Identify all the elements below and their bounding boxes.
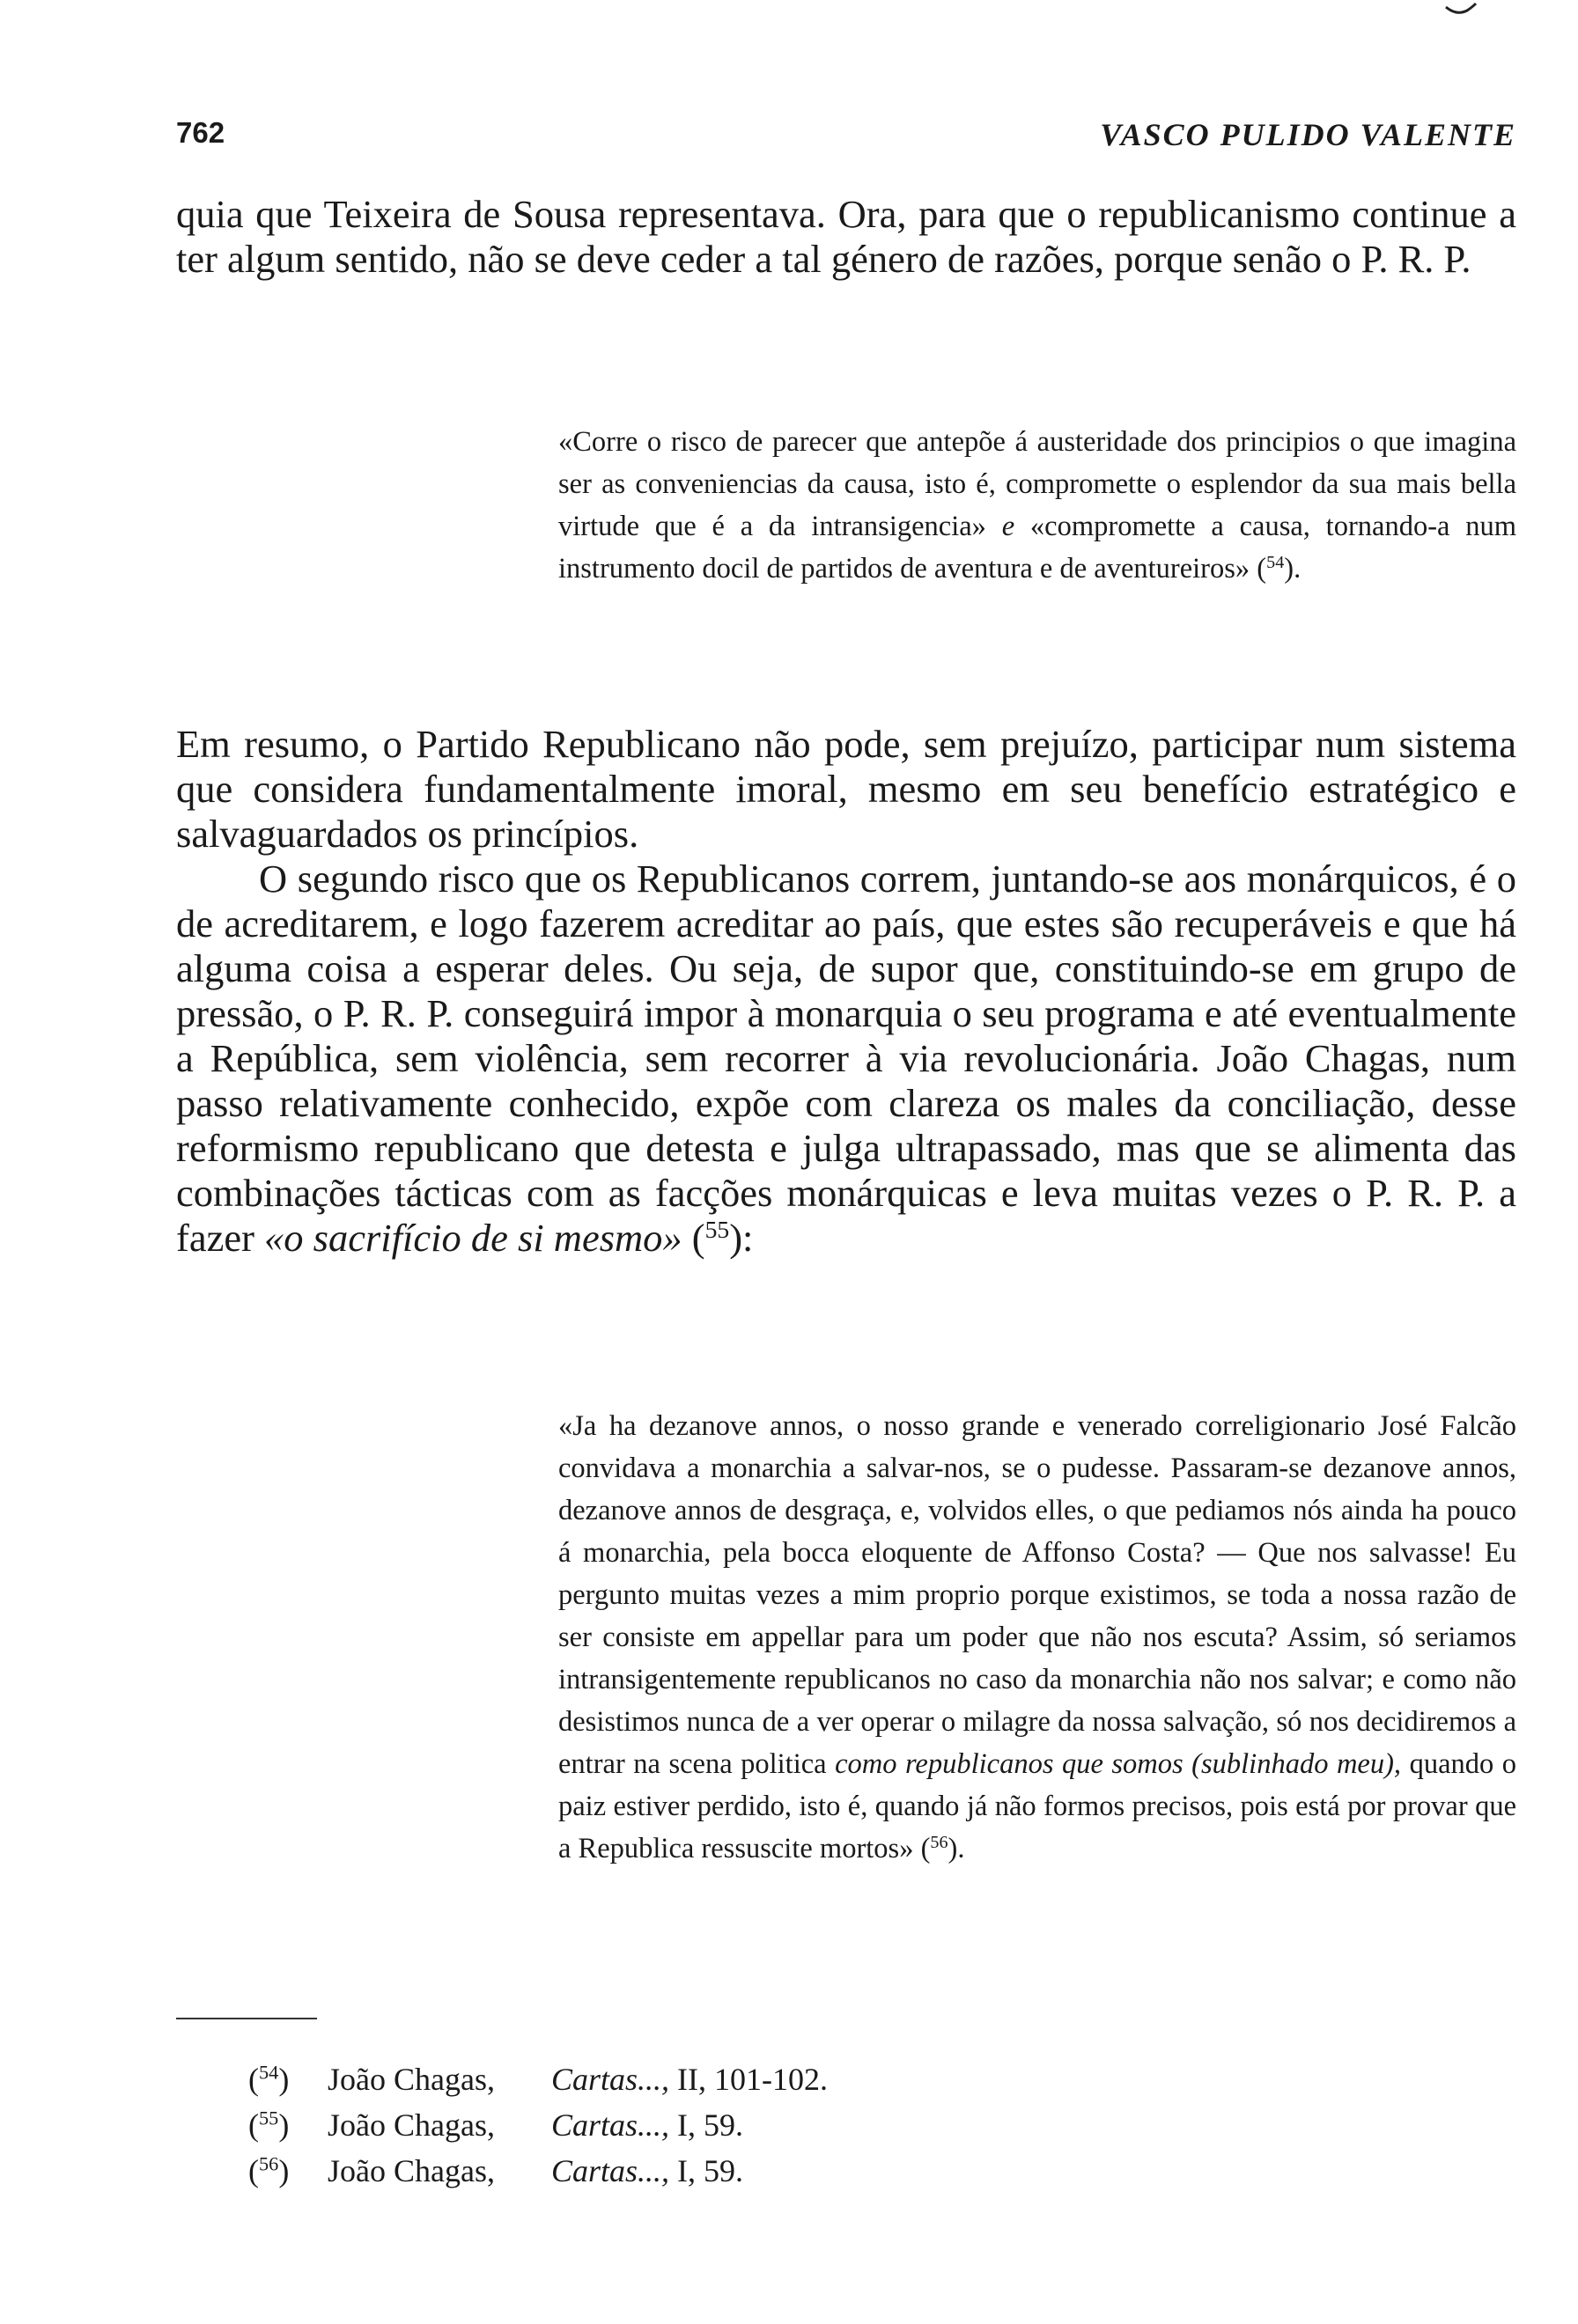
footnote-work: Cartas..., [551, 2062, 670, 2097]
footnote-work: Cartas..., [551, 2153, 670, 2188]
footnote-55 [248, 2102, 828, 2148]
footnote-rule [176, 2018, 317, 2019]
paragraph-3-text: O segundo risco que os Republicanos correm, juntando-se aos monárquicos, é o de acreditarem, e logo fazerem acreditar ao país, que estes são recuperáveis e que há alguma coisa a esperar deles. Ou seja, de supor que, constituindo-se em grupo de pressão, o P. R. P. conseguirá impor à monarquia o seu programa e até eventualmente a República, sem violência, sem recorrer à via revolucionária. João Chagas, num passo relativamente conhecido, expõe com clareza os males da conciliação, desse reformismo republicano que detesta e julga ultrapassado, mas que se alimenta das combinações tácticas com as facções monárquicas e leva muitas vezes o P. R. P. a fazer [176, 857, 1516, 1260]
block-quote-1 [558, 421, 1516, 590]
quote-1-part-1: «Corre o risco de parecer que antepõe á austeridade dos principios o que imagina ser as conveniencias da causa, isto é, compromette o esplendor da sua mais bella virtude que é a da intransigencia» [558, 426, 1516, 542]
footnote-ref-54: 54 [1266, 552, 1285, 572]
quote-1-text [558, 421, 1516, 590]
footnote-ref: I, 59. [677, 2153, 744, 2188]
footnote-ref: I, 59. [677, 2107, 744, 2143]
footnote-ref-56: 56 [930, 1832, 948, 1852]
quote-2-ref: ($^{56}$). [920, 1832, 965, 1864]
footnote-number: ($^{56}$) [248, 2152, 290, 2188]
footnote-ref-55: 55 [704, 1215, 730, 1243]
paragraph-continuation [176, 192, 1516, 282]
paragraph-3: O segundo risco que os Republicanos correm, juntando-se aos monárquicos, é o de acreditarem, e logo fazerem acreditar ao país, que estes são recuperáveis e que há alguma coisa a esperar deles. Ou seja, de supor que, constituindo-se em grupo de pressão, o P. R. P. conseguirá impor à monarquia o seu programa e até eventualmente a República, sem violência, sem recorrer à via revolucionária. João Chagas, num passo relativamente conhecido, expõe com clareza os males da conciliação, desse reformismo republicano que detesta e julga ultrapassado, mas que se alimenta das combinações tácticas com as facções monárquicas e leva muitas vezes o P. R. P. a fazer «o sacrifício de si mesmo» ($^{55}$): [176, 857, 1516, 1260]
quote-1-part-2: «compromette a causa, tornando-a num instrumento docil de partidos de aventura e de aventureiros» [558, 511, 1517, 585]
main-text [176, 722, 1516, 1261]
page-header [176, 106, 1516, 158]
paragraph-2: Em resumo, o Partido Republicano não pode, sem prejuízo, participar num sistema que considera fundamentalmente imoral, mesmo em seu benefício estratégico e salvaguardados os princípios. [176, 722, 1516, 856]
footnotes [248, 2056, 828, 2194]
pen-mark-icon [1444, 0, 1479, 19]
quote-2-part-1: «Ja ha dezanove annos, o nosso grande e venerado correligionario José Falcão convidava a monarchia a salvar-nos, se o pudesse. Passaram-se dezanove annos, dezanove annos de desgraça, e, volvidos elles, o que pediamos nós ainda ha pouco á monarchia, pela bocca eloquente de Affonso Costa? — Que nos salvasse! Eu pergunto muitas vezes a mim proprio porque existimos, se toda a nossa razão de ser consiste em appellar para um poder que não nos escuta? Assim, só seriamos intransigentemente republicanos no caso da monarchia não nos salvar; e como não desistimos nunca de a ver operar o milagre da nossa salvação, só nos decidiremos a entrar na scena politica [558, 1410, 1516, 1780]
footnote-54 [248, 2056, 828, 2102]
paragraph-3-italic-quote: «o sacrifício de si mesmo» [264, 1216, 682, 1260]
quote-1-ref: ($^{54}$). [1257, 552, 1301, 585]
footnote-work: Cartas..., [551, 2107, 670, 2143]
paragraph-1: quia que Teixeira de Sousa representava. Ora, para que o republicanismo continue a ter algum sentido, não se deve ceder a tal género de razões, porque senão o P. R. P. [176, 192, 1516, 281]
quote-1-conjunction: e [1001, 511, 1015, 542]
footnote-author: João Chagas, [328, 2062, 495, 2097]
footnote-ref: II, 101-102. [677, 2062, 829, 2097]
footnote-number: ($^{55}$) [248, 2107, 290, 2143]
quote-2-part-2: quando o paiz estiver perdido, isto é, quando já não formos precisos, pois está por provar que a Republica ressuscite mortos» [558, 1748, 1516, 1864]
footnote-number: ($^{54}$) [248, 2061, 290, 2097]
footnote-author: João Chagas, [328, 2107, 495, 2143]
page-number: 762 [176, 116, 225, 149]
footnote-56 [248, 2148, 828, 2194]
quote-2-text [558, 1405, 1516, 1870]
running-head: VASCO PULIDO VALENTE [1100, 117, 1516, 152]
footnote-author: João Chagas, [328, 2153, 495, 2188]
quote-2-italic: como republicanos que somos (sublinhado meu), [835, 1748, 1402, 1780]
block-quote-2 [558, 1405, 1516, 1870]
